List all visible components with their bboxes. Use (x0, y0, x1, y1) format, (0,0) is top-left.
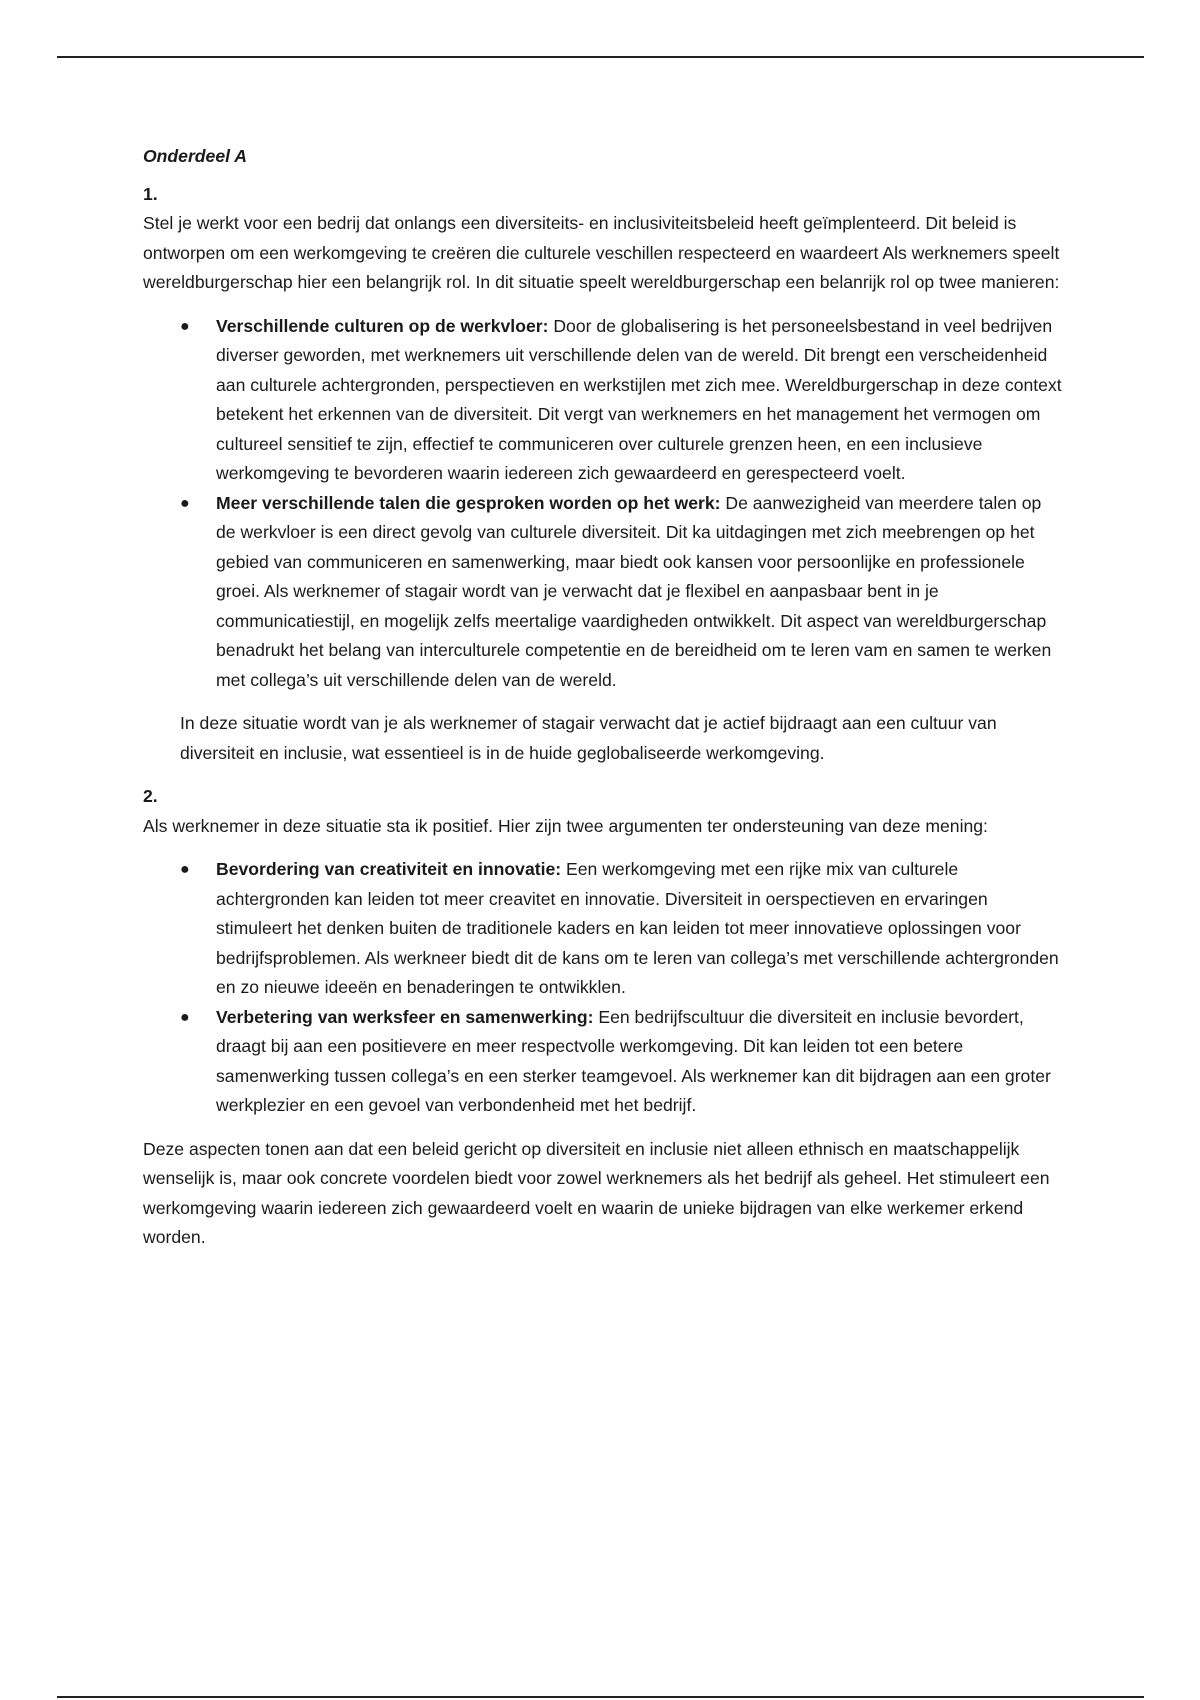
section-title: Onderdeel A (143, 146, 247, 166)
question-2-intro: Als werknemer in deze situatie sta ik positief. Hier zijn twee argumenten ter ondersteuning van deze mening: (143, 815, 988, 836)
question-1-intro: Stel je werkt voor een bedrij dat onlangs een diversiteits- en inclusiviteitsbeleid heeft geïmplenteerd. Dit beleid is ontworpen om een werkomgeving te creëren die culturele veschillen respecteerd en waardeert Als werknemers speelt wereldburgerschap hier een belangrijk rol. In dit situatie speelt wereldburgerschap een belanrijk rol op twee manieren: (143, 213, 1060, 292)
document-body (143, 142, 1063, 1267)
list-item (180, 855, 1063, 1003)
question-1-conclusion: In deze situatie wordt van je als werknemer of stagair verwacht dat je actief bijdraagt aan een cultuur van diversiteit en inclusie, wat essentieel is in de huide geglobaliseerde werkomgeving. (180, 713, 997, 763)
bullet-icon: ● (180, 1008, 190, 1026)
question-2-bullets (143, 855, 1063, 1121)
bullet-heading: Meer verschillende talen die gesproken worden op het werk: (216, 492, 721, 513)
footer-rule (57, 1696, 1144, 1698)
bullet-text: Door de globalisering is het personeelsbestand in veel bedrijven diverser geworden, met werknemers uit verschillende delen van de wereld. Dit brengt een verscheidenheid aan culturele achtergronden, perspectieven en werkstijlen met zich mee. Wereldburgerschap in deze context betekent het erkennen van de diversiteit. Dit vergt van werknemers en het management het vermogen om cultureel sensitief te zijn, effectief te communiceren over culturele grenzen heen, en een inclusieve werkomgeving te bevorderen waarin iedereen zich gewaardeerd en gerespecteerd voelt. (216, 315, 1062, 483)
bullet-icon: ● (180, 494, 190, 512)
question-1-bullets (143, 312, 1063, 696)
header-rule (57, 56, 1144, 58)
question-2-number: 2. (143, 786, 158, 806)
bullet-icon: ● (180, 861, 190, 878)
list-item (180, 312, 1063, 489)
bullet-heading: Verbetering van werksfeer en samenwerking: (216, 1006, 594, 1027)
list-item (180, 489, 1063, 696)
bullet-icon: ● (180, 317, 190, 335)
bullet-text: De aanwezigheid van meerdere talen op de werkvloer is een direct gevolg van culturele diversiteit. Dit ka uitdagingen met zich meebrengen op het gebied van communiceren en samenwerking, maar biedt ook kansen voor persoonlijke en professionele groei. Als werknemer of stagair wordt van je verwacht dat je flexibel en aanpasbaar bent in je communicatiestijl, en mogelijk zelfs meertalige vaardigheden ontwikkelt. Dit aspect van wereldburgerschap benadrukt het belang van interculturele competentie en de bereidheid om te leren vam en samen te werken met collega’s uit verschillende delen van de wereld. (216, 492, 1052, 690)
question-1-number: 1. (143, 183, 158, 204)
list-item (180, 1003, 1063, 1121)
bullet-heading: Bevordering van creativiteit en innovatie: (216, 859, 562, 879)
bullet-text: Een bedrijfscultuur die diversiteit en inclusie bevordert, draagt bij aan een positievere en meer respectvolle werkomgeving. Dit kan leiden tot een betere samenwerking tussen collega’s en een sterker teamgevoel. Als werknemer kan dit bijdragen aan een groter werkplezier en een gevoel van verbondenheid met het bedrijf. (216, 1006, 1051, 1115)
bullet-heading: Verschillende culturen op de werkvloer: (216, 315, 549, 336)
question-2-conclusion: Deze aspecten tonen aan dat een beleid gericht op diversiteit en inclusie niet alleen ethnisch en maatschappelijk wenselijk is, maar ook concrete voordelen biedt voor zowel werknemers als het bedrijf als geheel. Het stimuleert een werkomgeving waarin iedereen zich gewaardeerd voelt en waarin de unieke bijdragen van elke werkemer erkend worden. (143, 1138, 1050, 1247)
bullet-text: Een werkomgeving met een rijke mix van culturele achtergronden kan leiden tot meer creavitet en innovatie. Diversiteit in oerspectieven en ervaringen stimuleert het denken buiten de traditionele kaders en kan leiden tot meer innovatieve oplossingen voor bedrijfsproblemen. Als werkneer biedt dit de kans om te leren van collega’s met verschillende achtergronden en zo nieuwe ideeën en benaderingen te ontwikklen. (216, 859, 1059, 997)
